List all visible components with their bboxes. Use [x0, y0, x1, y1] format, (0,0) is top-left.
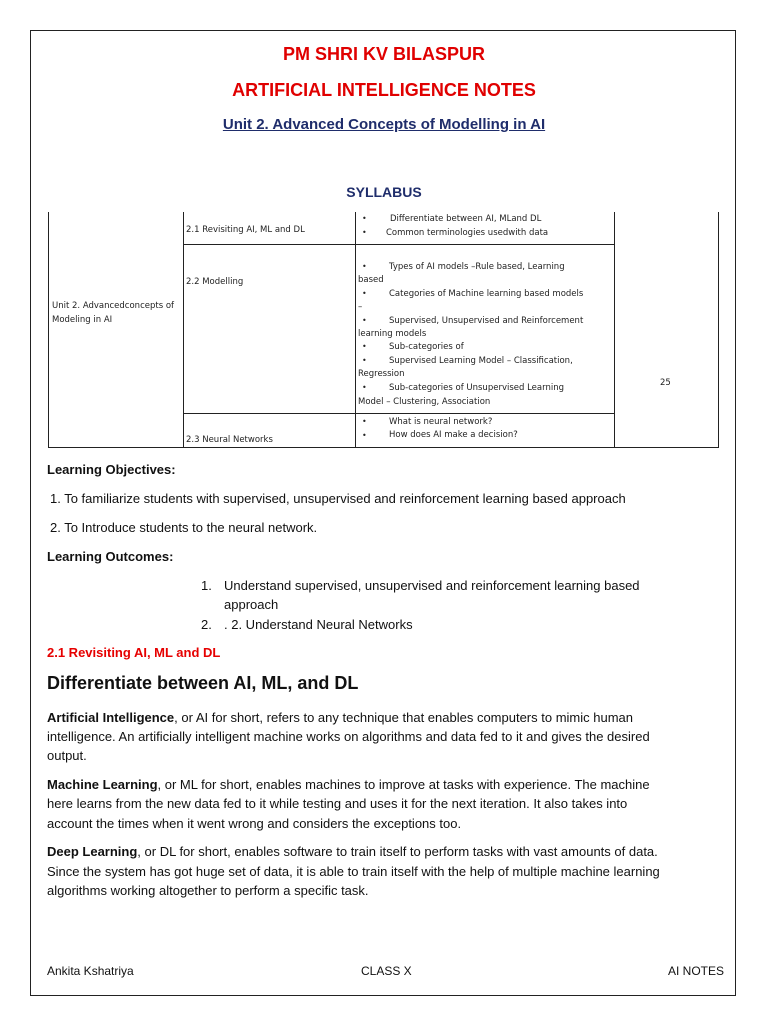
outcome-item: approach: [224, 597, 279, 612]
topic-cell: 2.2 Modelling: [186, 277, 244, 287]
ml-paragraph-line: account the times when it went wrong and considers the exceptions too.: [47, 816, 462, 831]
list-item: Sub-categories of: [389, 342, 464, 352]
ml-paragraph-line: [47, 775, 727, 795]
ai-paragraph-line: output.: [47, 748, 87, 763]
table-row-divider-1: [183, 244, 615, 245]
section-subheading: 2.1 Revisiting AI, ML and DL: [47, 645, 221, 660]
ml-text: , or ML for short, enables machines to improve at tasks with experience. The machine: [157, 777, 650, 792]
bullet-icon: •: [362, 228, 367, 237]
list-item: How does AI make a decision?: [389, 430, 518, 440]
bullet-icon: •: [362, 383, 367, 392]
bullet-icon: •: [362, 214, 367, 223]
list-item: based: [358, 275, 384, 285]
list-item: Sub-categories of Unsupervised Learning: [389, 383, 564, 393]
school-name: PM SHRI KV BILASPUR: [282, 44, 486, 64]
footer-author: Ankita Kshatriya: [47, 964, 134, 978]
table-border-right: [718, 212, 719, 448]
list-item: Supervised Learning Model – Classification,: [389, 356, 573, 366]
ai-paragraph-line: [47, 708, 727, 728]
objectives-heading: Learning Objectives:: [47, 462, 176, 477]
unit-cell: Unit 2. Advancedconcepts of Modeling in AI: [52, 301, 175, 325]
notes-title: ARTIFICIAL INTELLIGENCE NOTES: [232, 80, 536, 100]
unit-title: Unit 2. Advanced Concepts of Modelling in AI: [222, 116, 546, 133]
outcomes-heading: Learning Outcomes:: [47, 549, 174, 564]
bullet-icon: •: [362, 316, 367, 325]
bullet-icon: •: [362, 342, 367, 351]
section-heading: Differentiate between AI, ML, and DL: [47, 673, 359, 693]
list-item: Supervised, Unsupervised and Reinforcement: [389, 316, 584, 326]
dl-term: Deep Learning: [47, 844, 138, 859]
table-border-bottom: [48, 447, 719, 448]
topic-cell: 2.1 Revisiting AI, ML and DL: [186, 225, 305, 235]
outcome-number: 2.: [201, 617, 212, 632]
ml-term: Machine Learning: [47, 777, 158, 792]
list-item: learning models: [358, 329, 427, 339]
ml-paragraph-line: here learns from the new data fed to it while testing and uses it for the next iteration. It also takes into: [47, 796, 628, 811]
ai-paragraph-line: intelligence. An artificially intelligent machine works on algorithms and data fed to it and gives the desired: [47, 729, 650, 744]
list-item: What is neural network?: [389, 417, 493, 427]
syllabus-heading: SYLLABUS: [346, 184, 422, 200]
dl-paragraph-line: [47, 842, 727, 862]
list-item: Common terminologies usedwith data: [386, 228, 549, 238]
list-item: –: [358, 302, 363, 312]
table-row-divider-2: [183, 413, 615, 414]
dl-paragraph-line: Since the system has got huge set of data, it is able to train itself with the help of multiple machine learning: [47, 864, 660, 879]
objective-item: 1. To familiarize students with supervised, unsupervised and reinforcement learning based approach: [50, 491, 626, 506]
bullet-icon: •: [362, 356, 367, 365]
outcome-item: . 2. Understand Neural Networks: [224, 617, 413, 632]
bullet-icon: •: [362, 417, 367, 426]
list-item: Differentiate between AI, MLand DL: [390, 214, 542, 224]
bullet-icon: •: [362, 289, 367, 298]
objective-item: 2. To Introduce students to the neural network.: [50, 520, 318, 535]
table-border-left: [48, 212, 49, 448]
list-item: Regression: [358, 369, 405, 379]
bullet-icon: •: [362, 262, 367, 271]
bullet-icon: •: [362, 431, 367, 440]
outcome-item: Understand supervised, unsupervised and reinforcement learning based: [224, 578, 640, 593]
topic-cell: 2.3 Neural Networks: [186, 435, 273, 445]
dl-text: , or DL for short, enables software to train itself to perform tasks with vast amounts of data.: [137, 844, 658, 859]
list-item: Categories of Machine learning based models: [389, 289, 584, 299]
footer-subject: AI NOTES: [668, 964, 725, 978]
ai-text: , or AI for short, refers to any technique that enables computers to mimic human: [174, 710, 633, 725]
ai-term: Artificial Intelligence: [47, 710, 175, 725]
dl-paragraph-line: algorithms working altogether to perform a specific task.: [47, 883, 369, 898]
outcome-number: 1.: [201, 578, 212, 593]
marks-cell: 25: [660, 378, 671, 388]
list-item: Types of AI models –Rule based, Learning: [389, 262, 565, 272]
footer-class: CLASS X: [361, 964, 412, 978]
list-item: Model – Clustering, Association: [358, 397, 491, 407]
